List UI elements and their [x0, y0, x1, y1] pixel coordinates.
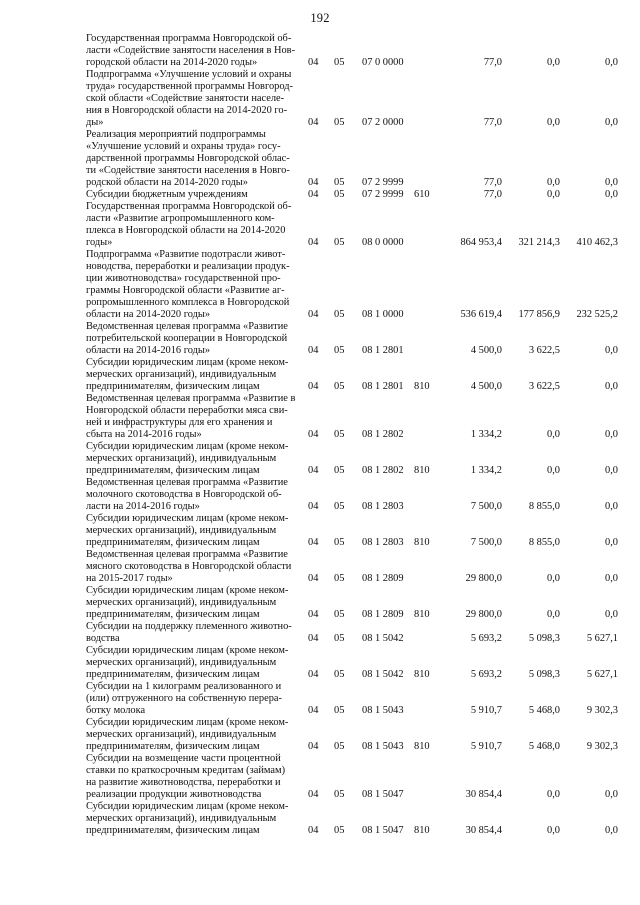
subsection-code-cell: 05 [334, 237, 345, 248]
amount-2015-cell: 7 500,0 [470, 537, 502, 548]
target-article-cell: 08 1 2803 [362, 537, 404, 548]
section-code-cell: 04 [308, 573, 319, 584]
amount-2016-cell: 5 468,0 [528, 741, 560, 752]
expense-type-cell: 810 [414, 465, 430, 476]
section-code-cell: 04 [308, 789, 319, 800]
row-name-line: Ведомственная целевая программа «Развитие [86, 549, 288, 560]
row-name-line: мерческих организаций), индивидуальным [86, 729, 277, 740]
row-name-line: ласти «Содействие занятости населения в Нов- [86, 45, 296, 56]
row-name-line: ропромышленного комплекса в Новгородской [86, 297, 290, 308]
row-name-line: новодства, переработки и реализации продук- [86, 261, 290, 272]
row-name-line: родской области на 2014-2020 годы» [86, 177, 248, 188]
row-name-cell [86, 717, 308, 753]
subsection-code-cell: 05 [334, 669, 345, 680]
target-article-cell: 08 1 2801 [362, 381, 404, 392]
subsection-code-cell: 05 [334, 633, 345, 644]
amount-2015-cell: 29 800,0 [465, 573, 502, 584]
table-row [86, 321, 618, 357]
row-name-line: ласти на 2014-2016 годы» [86, 501, 200, 512]
row-name-line: городской области на 2014-2020 годы» [86, 57, 258, 68]
row-name-line: мерческих организаций), индивидуальным [86, 453, 277, 464]
amount-2017-cell: 0,0 [605, 345, 618, 356]
amount-2015-cell: 536 619,4 [460, 309, 502, 320]
row-name-line: Новгородской области переработки мяса сви- [86, 405, 288, 416]
amount-2015-cell: 5 910,7 [470, 741, 502, 752]
amount-2016-cell: 8 855,0 [528, 537, 560, 548]
table-row [86, 801, 618, 837]
row-name-line: (или) отгруженного на собственную перера- [86, 693, 282, 704]
target-article-cell: 08 1 5043 [362, 705, 404, 716]
row-name-line: Субсидии юридическим лицам (кроме неком- [86, 645, 289, 656]
table-row [86, 441, 618, 477]
table-row [86, 129, 618, 189]
section-code-cell: 04 [308, 501, 319, 512]
row-name-line: мясного скотоводства в Новгородской области [86, 561, 292, 572]
amount-2015-cell: 4 500,0 [470, 381, 502, 392]
row-name-line: мерческих организаций), индивидуальным [86, 813, 277, 824]
row-name-line: ды» [86, 117, 104, 128]
row-name-line: дарственной программы Новгородской облас- [86, 153, 290, 164]
expense-type-cell: 810 [414, 669, 430, 680]
amount-2016-cell: 3 622,5 [528, 381, 560, 392]
expense-type-cell: 610 [414, 189, 430, 200]
amount-2016-cell: 5 098,3 [528, 633, 560, 644]
amount-2015-cell: 1 334,2 [470, 465, 502, 476]
amount-2016-cell: 0,0 [547, 789, 560, 800]
row-name-line: предпринимателям, физическим лицам [86, 669, 260, 680]
amount-2017-cell: 0,0 [605, 189, 618, 200]
subsection-code-cell: 05 [334, 177, 345, 188]
target-article-cell: 07 2 0000 [362, 117, 404, 128]
row-name-line: Субсидии на поддержку племенного животно- [86, 621, 292, 632]
amount-2016-cell: 0,0 [547, 177, 560, 188]
section-code-cell: 04 [308, 609, 319, 620]
row-name-line: Государственная программа Новгородской об- [86, 201, 292, 212]
row-name-line: труда» государственной программы Новгород- [86, 81, 293, 92]
page-number: 192 [310, 11, 330, 25]
subsection-code-cell: 05 [334, 705, 345, 716]
amount-2015-cell: 5 910,7 [470, 705, 502, 716]
amount-2017-cell: 9 302,3 [586, 705, 618, 716]
table-row [86, 33, 618, 69]
amount-2016-cell: 8 855,0 [528, 501, 560, 512]
row-name-line: ставки по краткосрочным кредитам (займам) [86, 765, 286, 776]
row-name-line: мерческих организаций), индивидуальным [86, 657, 277, 668]
amount-2016-cell: 0,0 [547, 117, 560, 128]
amount-2016-cell: 3 622,5 [528, 345, 560, 356]
expense-type-cell: 810 [414, 741, 430, 752]
subsection-code-cell: 05 [334, 429, 345, 440]
row-name-cell [86, 645, 308, 681]
amount-2017-cell: 9 302,3 [586, 741, 618, 752]
subsection-code-cell: 05 [334, 309, 345, 320]
row-name-line: предпринимателям, физическим лицам [86, 825, 260, 836]
expense-type-cell: 810 [414, 609, 430, 620]
section-code-cell: 04 [308, 633, 319, 644]
table-row [86, 393, 618, 441]
amount-2016-cell: 0,0 [547, 429, 560, 440]
amount-2015-cell: 77,0 [483, 177, 502, 188]
row-name-cell [86, 129, 308, 189]
row-name-line: Субсидии на возмещение части процентной [86, 753, 281, 764]
row-name-cell [86, 321, 308, 357]
target-article-cell: 08 1 5047 [362, 825, 404, 836]
section-code-cell: 04 [308, 465, 319, 476]
row-name-line: мерческих организаций), индивидуальным [86, 597, 277, 608]
table-row [86, 753, 618, 801]
table-row [86, 621, 618, 645]
row-name-line: на 2015-2017 годы» [86, 573, 173, 584]
row-name-cell [86, 585, 308, 621]
amount-2015-cell: 77,0 [483, 57, 502, 68]
table-row [86, 717, 618, 753]
target-article-cell: 08 1 2802 [362, 465, 404, 476]
target-article-cell: 08 1 5047 [362, 789, 404, 800]
amount-2016-cell: 0,0 [547, 57, 560, 68]
amount-2015-cell: 5 693,2 [470, 669, 502, 680]
target-article-cell: 08 1 5042 [362, 669, 404, 680]
target-article-cell: 07 2 9999 [362, 189, 404, 200]
section-code-cell: 04 [308, 669, 319, 680]
amount-2017-cell: 0,0 [605, 789, 618, 800]
amount-2017-cell: 0,0 [605, 573, 618, 584]
row-name-line: ции животноводства» государственной про- [86, 273, 281, 284]
row-name-line: Субсидии юридическим лицам (кроме неком- [86, 801, 289, 812]
amount-2017-cell: 0,0 [605, 57, 618, 68]
row-name-cell [86, 753, 308, 801]
target-article-cell: 08 1 2809 [362, 573, 404, 584]
row-name-line: годы» [86, 237, 113, 248]
row-name-line: на развитие животноводства, переработки и [86, 777, 281, 788]
row-name-line: Реализация мероприятий подпрограммы [86, 129, 266, 140]
subsection-code-cell: 05 [334, 501, 345, 512]
amount-2017-cell: 0,0 [605, 177, 618, 188]
row-name-line: предпринимателям, физическим лицам [86, 741, 260, 752]
subsection-code-cell: 05 [334, 117, 345, 128]
amount-2016-cell: 5 098,3 [528, 669, 560, 680]
row-name-line: области на 2014-2016 годы» [86, 345, 211, 356]
row-name-line: Субсидии юридическим лицам (кроме неком- [86, 717, 289, 728]
section-code-cell: 04 [308, 237, 319, 248]
amount-2015-cell: 1 334,2 [470, 429, 502, 440]
amount-2015-cell: 5 693,2 [470, 633, 502, 644]
section-code-cell: 04 [308, 57, 319, 68]
row-name-cell [86, 477, 308, 513]
row-name-line: ской области «Содействие занятости населе- [86, 93, 285, 104]
amount-2017-cell: 0,0 [605, 429, 618, 440]
row-name-line: области на 2014-2020 годы» [86, 309, 211, 320]
target-article-cell: 08 1 2801 [362, 345, 404, 356]
row-name-line: Ведомственная целевая программа «Развитие [86, 321, 288, 332]
row-name-line: сбыта на 2014-2016 годы» [86, 429, 202, 440]
target-article-cell: 08 1 0000 [362, 309, 404, 320]
target-article-cell: 07 0 0000 [362, 57, 404, 68]
row-name-cell [86, 33, 308, 69]
target-article-cell: 08 1 5043 [362, 741, 404, 752]
row-name-line: Субсидии на 1 килограмм реализованного и [86, 681, 282, 692]
subsection-code-cell: 05 [334, 825, 345, 836]
subsection-code-cell: 05 [334, 537, 345, 548]
amount-2016-cell: 0,0 [547, 609, 560, 620]
table-row [86, 69, 618, 129]
table-row [86, 357, 618, 393]
row-name-line: «Улучшение условий и охраны труда» госу- [86, 141, 281, 152]
row-name-line: ния в Новгородской области на 2014-2020 го- [86, 105, 288, 116]
amount-2016-cell: 0,0 [547, 465, 560, 476]
amount-2016-cell: 5 468,0 [528, 705, 560, 716]
subsection-code-cell: 05 [334, 741, 345, 752]
target-article-cell: 08 0 0000 [362, 237, 404, 248]
row-name-line: Подпрограмма «Развитие подотрасли живот- [86, 249, 286, 260]
amount-2015-cell: 864 953,4 [460, 237, 502, 248]
row-name-line: плекса в Новгородской области на 2014-2020 [86, 225, 286, 236]
target-article-cell: 08 1 2809 [362, 609, 404, 620]
section-code-cell: 04 [308, 537, 319, 548]
section-code-cell: 04 [308, 705, 319, 716]
row-name-cell [86, 357, 308, 393]
target-article-cell: 08 1 5042 [362, 633, 404, 644]
section-code-cell: 04 [308, 741, 319, 752]
expense-type-cell: 810 [414, 537, 430, 548]
target-article-cell: 07 2 9999 [362, 177, 404, 188]
row-name-line: реализации продукции животноводства [86, 789, 262, 800]
row-name-line: предпринимателям, физическим лицам [86, 609, 260, 620]
table-row [86, 477, 618, 513]
subsection-code-cell: 05 [334, 789, 345, 800]
table-row [86, 249, 618, 321]
subsection-code-cell: 05 [334, 465, 345, 476]
row-name-line: граммы Новгородской области «Развитие аг- [86, 285, 285, 296]
subsection-code-cell: 05 [334, 609, 345, 620]
row-name-line: молочного скотоводства в Новгородской об- [86, 489, 282, 500]
amount-2017-cell: 0,0 [605, 537, 618, 548]
row-name-cell [86, 189, 308, 201]
target-article-cell: 08 1 2803 [362, 501, 404, 512]
amount-2017-cell: 0,0 [605, 117, 618, 128]
row-name-line: мерческих организаций), индивидуальным [86, 525, 277, 536]
row-name-cell [86, 549, 308, 585]
section-code-cell: 04 [308, 381, 319, 392]
amount-2017-cell: 0,0 [605, 465, 618, 476]
row-name-cell [86, 441, 308, 477]
table-row [86, 681, 618, 717]
row-name-cell [86, 249, 308, 321]
row-name-line: Субсидии бюджетным учреждениям [86, 189, 248, 200]
row-name-cell [86, 69, 308, 129]
row-name-line: потребительской кооперации в Новгородской [86, 333, 288, 344]
expense-type-cell: 810 [414, 825, 430, 836]
amount-2017-cell: 0,0 [605, 609, 618, 620]
row-name-line: предпринимателям, физическим лицам [86, 465, 260, 476]
amount-2015-cell: 77,0 [483, 117, 502, 128]
amount-2015-cell: 77,0 [483, 189, 502, 200]
amount-2015-cell: 30 854,4 [465, 789, 502, 800]
section-code-cell: 04 [308, 825, 319, 836]
expense-type-cell: 810 [414, 381, 430, 392]
row-name-cell [86, 801, 308, 837]
row-name-line: предпринимателям, физическим лицам [86, 537, 260, 548]
amount-2017-cell: 410 462,3 [576, 237, 618, 248]
amount-2015-cell: 4 500,0 [470, 345, 502, 356]
row-name-cell [86, 513, 308, 549]
section-code-cell: 04 [308, 177, 319, 188]
table-row [86, 189, 618, 201]
section-code-cell: 04 [308, 429, 319, 440]
row-name-line: Подпрограмма «Улучшение условий и охраны [86, 69, 292, 80]
section-code-cell: 04 [308, 345, 319, 356]
section-code-cell: 04 [308, 117, 319, 128]
amount-2016-cell: 0,0 [547, 189, 560, 200]
row-name-line: Субсидии юридическим лицам (кроме неком- [86, 513, 289, 524]
amount-2016-cell: 0,0 [547, 825, 560, 836]
amount-2017-cell: 0,0 [605, 501, 618, 512]
row-name-cell [86, 201, 308, 249]
amount-2015-cell: 30 854,4 [465, 825, 502, 836]
subsection-code-cell: 05 [334, 345, 345, 356]
row-name-cell [86, 621, 308, 645]
amount-2015-cell: 29 800,0 [465, 609, 502, 620]
amount-2017-cell: 0,0 [605, 381, 618, 392]
row-name-cell [86, 393, 308, 441]
row-name-line: ботку молока [86, 705, 146, 716]
table-row [86, 201, 618, 249]
table-row [86, 645, 618, 681]
row-name-line: Ведомственная целевая программа «Развитие в [86, 393, 296, 404]
row-name-line: Субсидии юридическим лицам (кроме неком- [86, 357, 289, 368]
amount-2017-cell: 0,0 [605, 825, 618, 836]
subsection-code-cell: 05 [334, 189, 345, 200]
row-name-cell [86, 681, 308, 717]
subsection-code-cell: 05 [334, 57, 345, 68]
row-name-line: Государственная программа Новгородской об- [86, 33, 292, 44]
target-article-cell: 08 1 2802 [362, 429, 404, 440]
amount-2016-cell: 177 856,9 [518, 309, 560, 320]
section-code-cell: 04 [308, 309, 319, 320]
row-name-line: ней и инфраструктуры для его хранения и [86, 417, 273, 428]
row-name-line: Субсидии юридическим лицам (кроме неком- [86, 585, 289, 596]
row-name-line: мерческих организаций), индивидуальным [86, 369, 277, 380]
amount-2016-cell: 0,0 [547, 573, 560, 584]
row-name-line: ласти «Развитие агропромышленного ком- [86, 213, 275, 224]
amount-2017-cell: 5 627,1 [586, 669, 618, 680]
amount-2017-cell: 5 627,1 [586, 633, 618, 644]
row-name-line: ти «Содействие занятости населения в Новго- [86, 165, 290, 176]
table-row [86, 513, 618, 549]
subsection-code-cell: 05 [334, 573, 345, 584]
amount-2017-cell: 232 525,2 [576, 309, 618, 320]
section-code-cell: 04 [308, 189, 319, 200]
amount-2015-cell: 7 500,0 [470, 501, 502, 512]
amount-2016-cell: 321 214,3 [518, 237, 560, 248]
table-row [86, 585, 618, 621]
budget-table [86, 33, 618, 837]
row-name-line: водства [86, 633, 120, 644]
row-name-line: Субсидии юридическим лицам (кроме неком- [86, 441, 289, 452]
row-name-line: Ведомственная целевая программа «Развитие [86, 477, 288, 488]
subsection-code-cell: 05 [334, 381, 345, 392]
table-row [86, 549, 618, 585]
row-name-line: предпринимателям, физическим лицам [86, 381, 260, 392]
